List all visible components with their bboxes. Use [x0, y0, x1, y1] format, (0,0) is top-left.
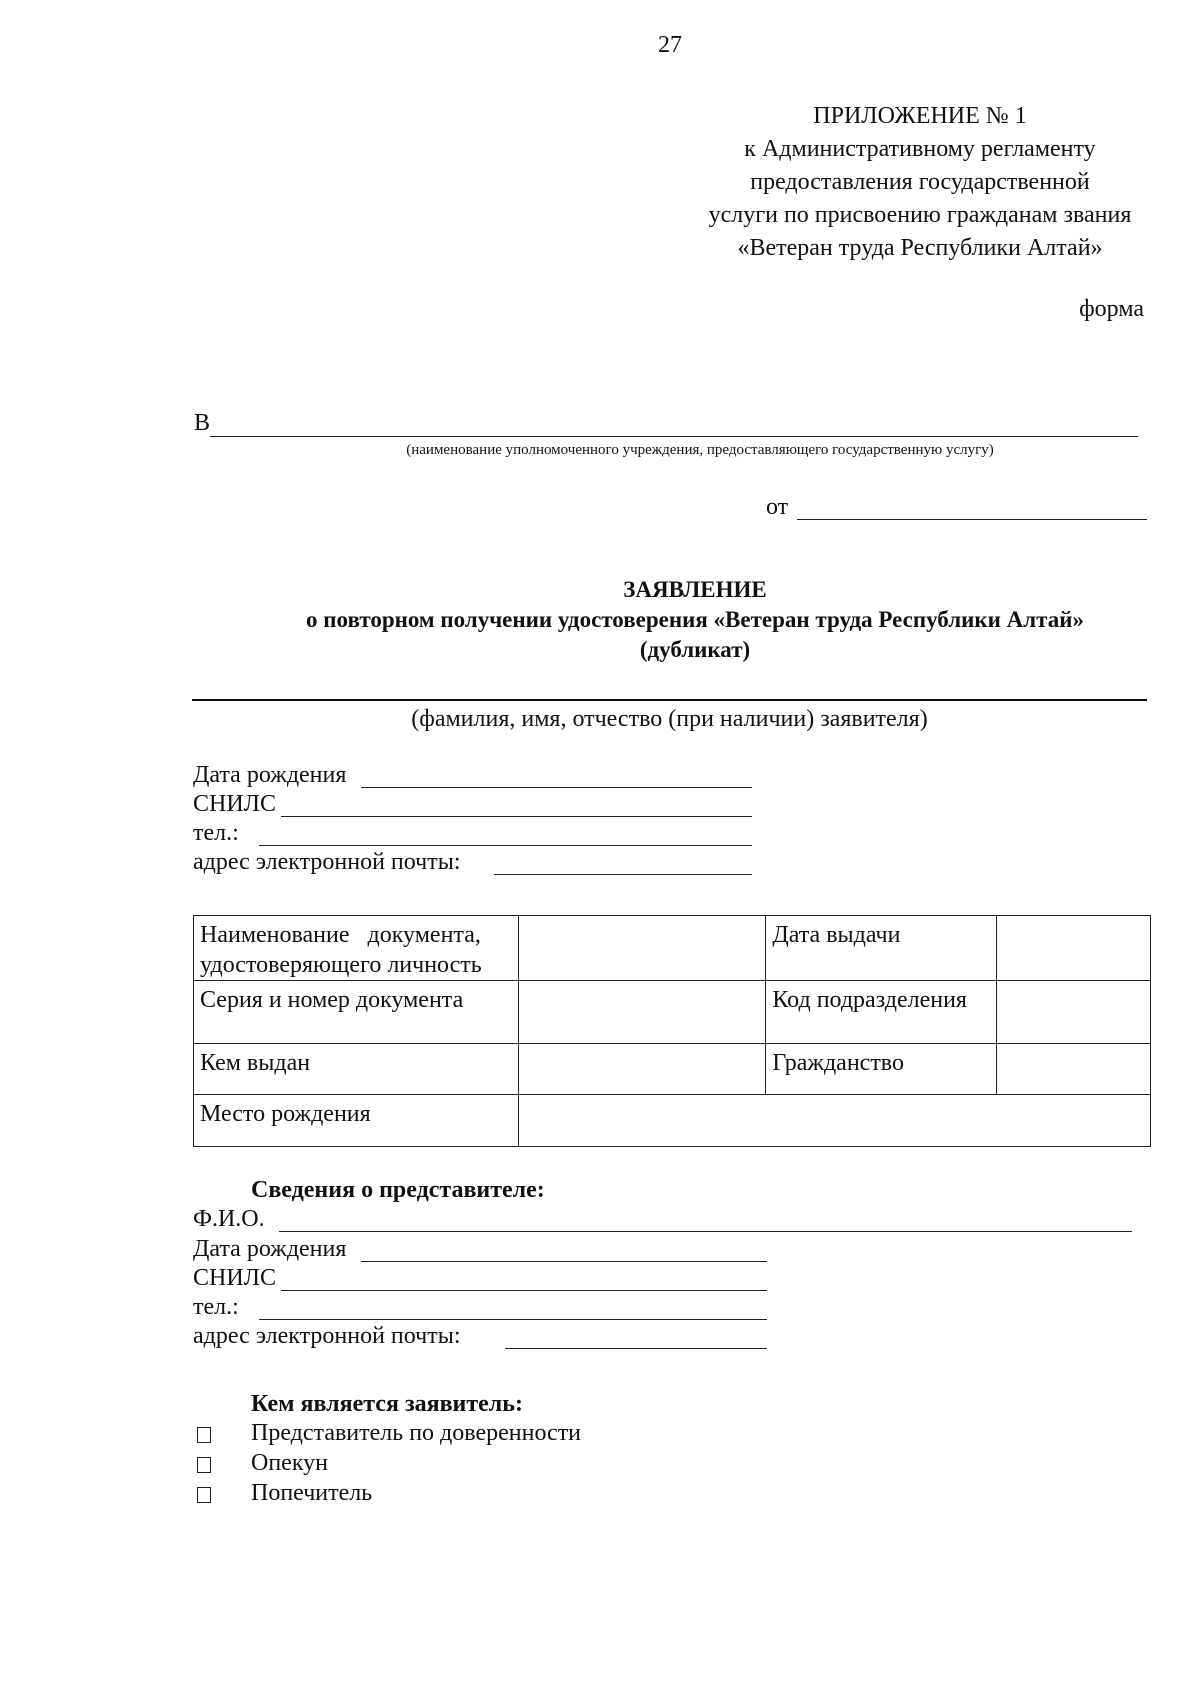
birth-place-value[interactable] [518, 1095, 1150, 1147]
field-label: СНИЛС [193, 791, 276, 817]
form-label: форма [1079, 296, 1144, 322]
applicant-birth-date-field[interactable] [193, 762, 753, 792]
applicant-email-field[interactable] [193, 849, 753, 879]
input-line[interactable] [361, 1261, 767, 1262]
applicant-phone-field[interactable] [193, 820, 753, 850]
recipient-input-line[interactable] [210, 436, 1138, 437]
role-option-label: Представитель по доверенности [251, 1420, 582, 1446]
input-line[interactable] [281, 1290, 767, 1291]
table-row [194, 1044, 1151, 1095]
checkbox[interactable] [197, 1487, 211, 1503]
citizenship-label: Гражданство [766, 1044, 997, 1095]
input-line[interactable] [259, 1319, 767, 1320]
title-subject: о повторном получении удостоверения «Ветеран труда Республики Алтай» [306, 607, 1084, 632]
applicant-role-heading: Кем является заявитель: [251, 1391, 523, 1417]
annex-line: предоставления государственной [750, 169, 1090, 195]
representative-snils-field[interactable] [193, 1265, 768, 1295]
field-label: тел.: [193, 1294, 239, 1320]
document-name-label [194, 916, 519, 981]
field-label: адрес электронной почты: [193, 1323, 461, 1349]
applicant-snils-field[interactable] [193, 791, 753, 821]
title-heading: ЗАЯВЛЕНИЕ [623, 577, 767, 602]
page-number: 27 [658, 32, 682, 58]
identity-document-table [193, 915, 1151, 1147]
annex-line: к Административному регламенту [744, 136, 1096, 162]
field-label: Ф.И.О. [193, 1206, 265, 1232]
series-number-value[interactable] [518, 981, 765, 1044]
recipient-prefix: В [194, 410, 211, 436]
birth-place-label: Место рождения [194, 1095, 519, 1147]
from-input-line[interactable] [797, 519, 1147, 520]
applicant-name-input-line[interactable] [192, 699, 1147, 701]
representative-phone-field[interactable] [193, 1294, 768, 1324]
issue-date-value[interactable] [997, 916, 1151, 981]
checkbox[interactable] [197, 1427, 211, 1443]
title-note: (дубликат) [639, 637, 751, 662]
issued-by-value[interactable] [518, 1044, 765, 1095]
checkbox[interactable] [197, 1457, 211, 1473]
representative-email-field[interactable] [193, 1323, 768, 1353]
representative-fio-field[interactable] [193, 1206, 1133, 1236]
citizenship-value[interactable] [997, 1044, 1151, 1095]
field-label: СНИЛС [193, 1265, 276, 1291]
document-title [190, 575, 1200, 665]
division-code-label: Код подразделения [766, 981, 997, 1044]
input-line[interactable] [259, 845, 752, 846]
applicant-name-caption: (фамилия, имя, отчество (при наличии) заявителя) [411, 706, 928, 732]
cell-text: Наименование документа, [200, 922, 481, 948]
annex-header [640, 100, 1200, 265]
issued-by-label: Кем выдан [194, 1044, 519, 1095]
input-line[interactable] [505, 1348, 767, 1349]
role-option-label: Попечитель [251, 1480, 373, 1506]
representative-birth-date-field[interactable] [193, 1236, 768, 1266]
table-row [194, 1095, 1151, 1147]
field-label: адрес электронной почты: [193, 849, 461, 875]
table-row [194, 916, 1151, 981]
series-number-label: Серия и номер документа [194, 981, 519, 1044]
representative-heading: Сведения о представителе: [251, 1177, 545, 1203]
input-line[interactable] [281, 816, 752, 817]
input-line[interactable] [361, 787, 752, 788]
division-code-value[interactable] [997, 981, 1151, 1044]
recipient-caption: (наименование уполномоченного учреждения, предоставляющего государственную услугу) [406, 442, 994, 458]
cell-text: удостоверяющего личность [200, 952, 482, 978]
role-option-label: Опекун [251, 1450, 328, 1476]
annex-title: ПРИЛОЖЕНИЕ № 1 [813, 103, 1027, 129]
field-label: Дата рождения [193, 1236, 347, 1262]
input-line[interactable] [279, 1231, 1132, 1232]
annex-line: услуги по присвоению гражданам звания [708, 202, 1132, 228]
field-label: Дата рождения [193, 762, 347, 788]
field-label: тел.: [193, 820, 239, 846]
input-line[interactable] [494, 874, 752, 875]
from-label: от [766, 494, 789, 520]
issue-date-label: Дата выдачи [766, 916, 997, 981]
document-name-value[interactable] [518, 916, 765, 981]
table-row [194, 981, 1151, 1044]
annex-line: «Ветеран труда Республики Алтай» [737, 235, 1103, 261]
